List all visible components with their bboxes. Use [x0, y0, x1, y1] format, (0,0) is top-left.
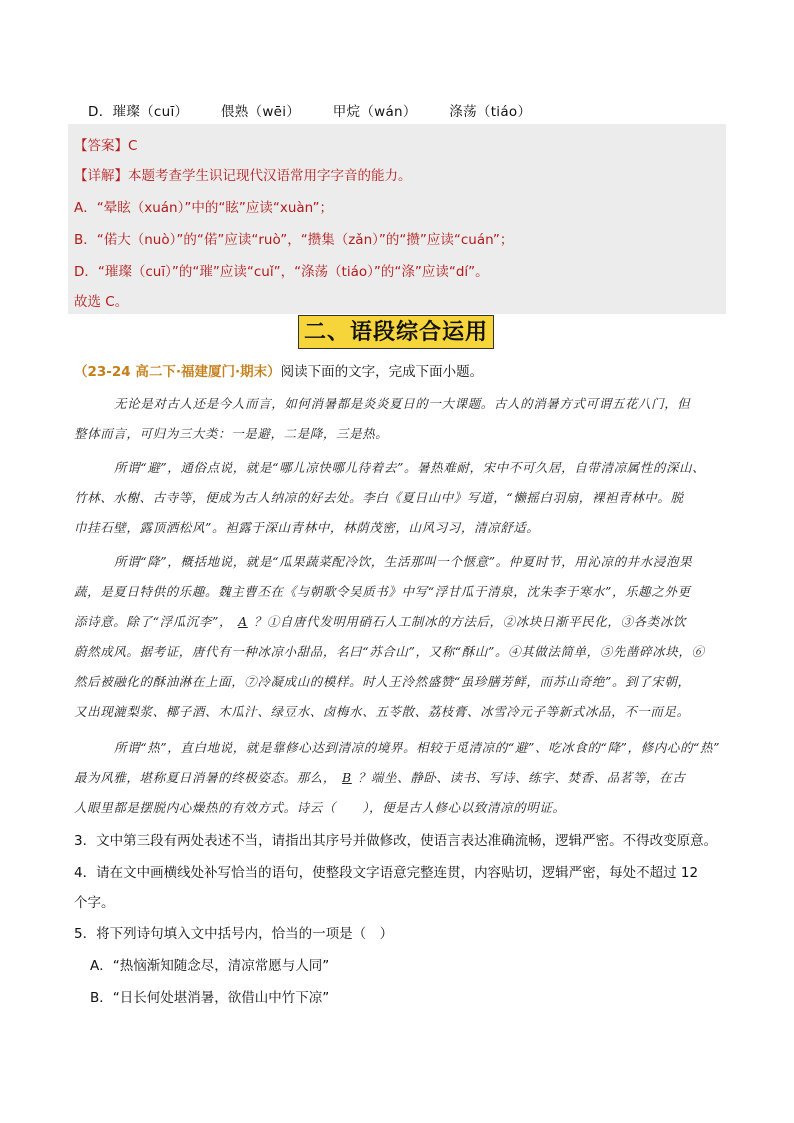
question-5-option-b: B．“日长何处堪消暑，欲借山中竹下凉”	[90, 990, 330, 1006]
source-instruction: 阅读下面的文字，完成下面小题。	[280, 364, 484, 380]
passage-p4-line1: 所谓“热”，直白地说，就是靠修心达到清凉的境界。相较于觅清凉的“避”、吃冰食的“降”，修内心的“热”	[114, 740, 721, 755]
question-5-option-a: A．“热恼渐知随念尽，清凉常愿与人同”	[90, 958, 330, 974]
passage-p2-line1: 所谓“避”，通俗点说，就是“哪儿凉快哪儿待着去”。暑热难耐，宋中不可久居，自带清凉属性的深山、	[114, 460, 706, 475]
answer-label: 【答案】	[74, 138, 128, 154]
detail-d: D．“璀璨（cuī）”的“璀”应读“cuǐ”，“涤荡（tiáo）”的“涤”应读“dí”。	[74, 264, 489, 280]
answer-value: C	[128, 138, 138, 154]
passage-p1-line2: 整体而言，可归为三大类：一是避，二是降，三是热。	[74, 426, 389, 441]
passage-p4-line2	[74, 768, 685, 786]
detail-b: B．“偌大（nuò）”的“偌”应读“ruò”，“攒集（zǎn）”的“攒”应读“cuán”；	[74, 232, 514, 248]
detail-a: A．“晕眩（xuán）”中的“眩”应读“xuàn”；	[74, 200, 333, 216]
passage-p2-line3: 巾挂石壁，露顶洒松风”。袒露于深山青林中，林荫茂密，山风习习，清凉舒适。	[74, 520, 540, 535]
option-d-line	[88, 100, 559, 120]
passage-p2-line2: 竹林、水榭、古寺等，便成为古人纳凉的好去处。李白《夏日山中》写道，“懒摇白羽扇，裸袒青林中。脱	[74, 490, 684, 505]
option-d-word-2: 偎熟（wēi）	[220, 104, 301, 120]
blank-a: A	[238, 614, 248, 629]
question-5: 5．将下列诗句填入文中括号内，恰当的一项是（ ）	[74, 926, 394, 942]
detail-text: 本题考查学生识记现代汉语常用字字音的能力。	[128, 168, 412, 184]
option-d-word-4: 涤荡（tiáo）	[449, 104, 532, 120]
conclusion: 故选 C。	[74, 294, 129, 310]
passage-p3-line3-a: 添诗意。除了“浮瓜沉李”，	[74, 614, 233, 629]
question-4-line2: 个字。	[74, 895, 115, 911]
passage-p3-line1: 所谓“降”，概括地说，就是“瓜果蔬菜配冷饮，生活那叫一个惬意”。仲夏时节，用沁凉的井水浸泡果	[114, 554, 693, 569]
option-d-word-3: 甲烷（wán）	[332, 104, 417, 120]
detail-label: 【详解】	[74, 168, 128, 184]
passage-p3-line3-b: ？①自唐代发明用硝石人工制冰的方法后，②冰块日渐平民化，③各类冰饮	[253, 614, 687, 629]
option-d-word-1: D．璀璨（cuī）	[88, 104, 189, 120]
blank-b: B	[342, 770, 352, 785]
passage-p3-line6: 又出现漉梨浆、椰子酒、木瓜汁、绿豆水、卤梅水、五苓散、荔枝膏、冰雪冷元子等新式冰品，不一而足。	[74, 704, 690, 719]
question-3: 3．文中第三段有两处表述不当，请指出其序号并做修改，使语言表达准确流畅，逻辑严密。不得改变原意。	[74, 833, 718, 849]
passage-p3-line3	[74, 612, 686, 630]
passage-p3-line2: 蔬，是夏日特供的乐趣。魏主曹丕在《与朝歌令吴质书》中写“浮甘瓜于清泉，沈朱李于寒水”，乐趣之外更	[74, 584, 691, 599]
passage-p3-line5: 然后被融化的酥油淋在上面，⑦冷凝成山的模样。时人王泠然盛赞“虽珍膳芳鲜，而苏山奇绝”。到了宋朝，	[74, 674, 691, 689]
section-title: 二、语段综合运用	[298, 315, 494, 349]
passage-p4-line2-b: ？端坐、静卧、读书、写诗、练字、焚香、品茗等，在古	[357, 770, 686, 785]
passage-p4-line3: 人眼里都是摆脱内心燥热的有效方式。诗云（ ），便是古人修心以致清凉的明证。	[74, 800, 566, 815]
passage-p3-line4: 蔚然成风。据考证，唐代有一种冰凉小甜品，名曰“苏合山”，又称“酥山”。④其做法简单，⑤先凿碎冰块，⑥	[74, 644, 705, 659]
answer-box	[68, 124, 726, 314]
source-tag: （23-24 高二下·福建厦门·期末）	[74, 364, 281, 380]
source-line	[74, 360, 483, 380]
passage-p4-line2-a: 最为风雅，堪称夏日消暑的终极姿态。那么，	[74, 770, 337, 785]
detail-line	[74, 164, 412, 184]
passage-p1-line1: 无论是对古人还是今人而言，如何消暑都是炎炎夏日的一大课题。古人的消暑方式可谓五花八门，但	[114, 396, 691, 411]
answer-line	[74, 134, 137, 154]
question-4-line1: 4．请在文中画横线处补写恰当的语句，使整段文字语意完整连贯，内容贴切，逻辑严密，每处不超过 12	[74, 865, 699, 881]
